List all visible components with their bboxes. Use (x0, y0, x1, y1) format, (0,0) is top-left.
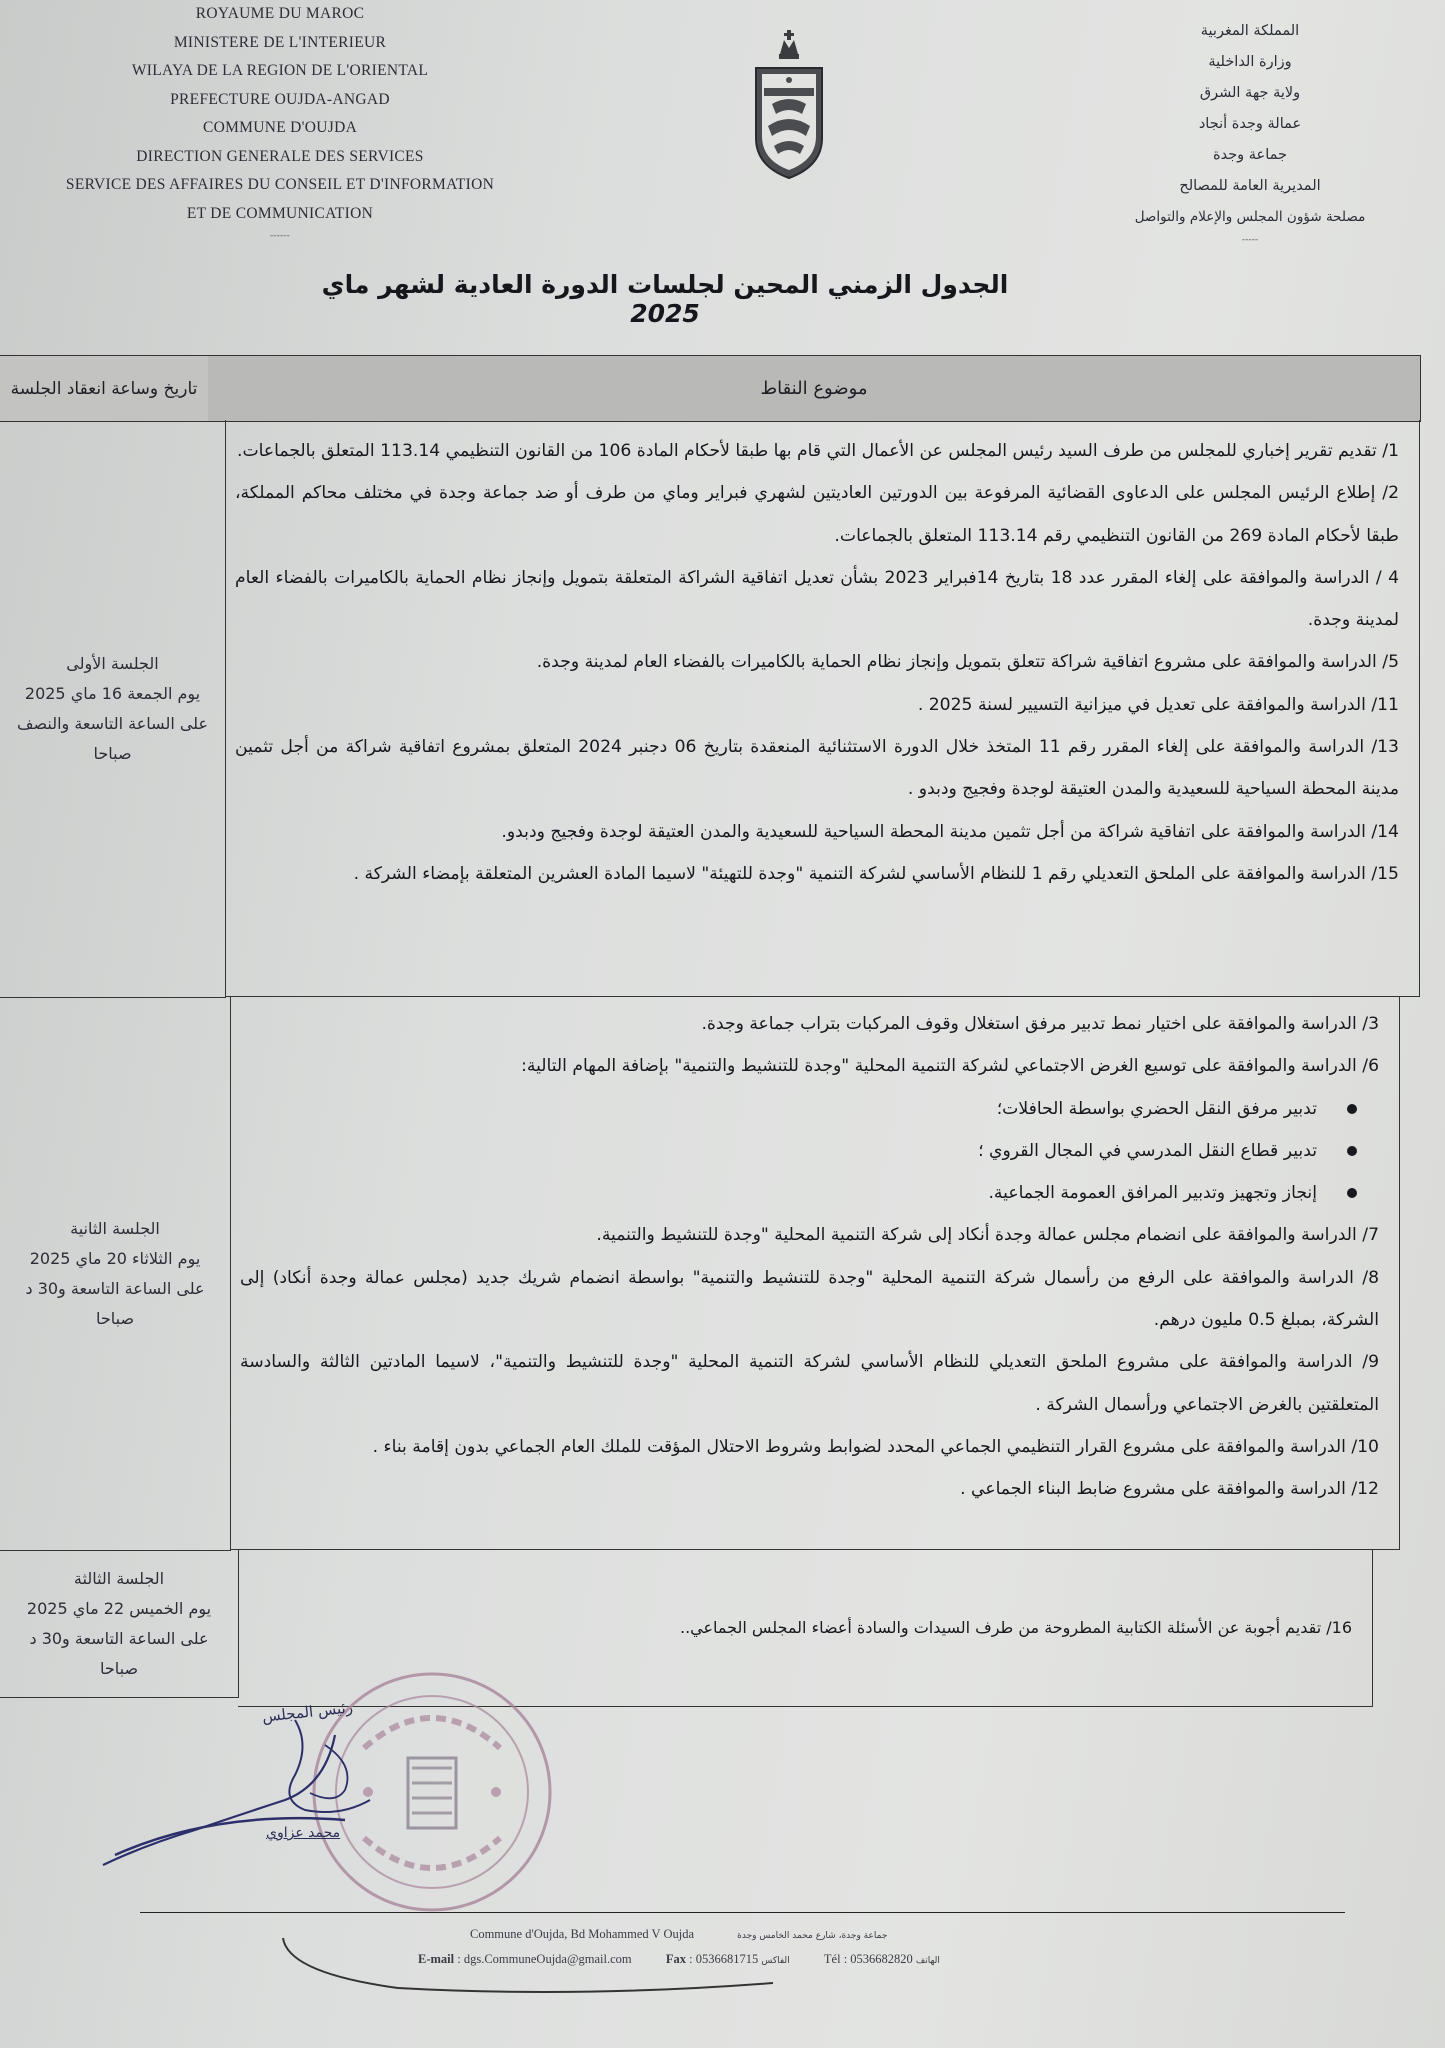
header-fr-line: MINISTERE DE L'INTERIEUR (173, 33, 387, 51)
session-3-time: على الساعة التاسعة و30 د (29, 1628, 209, 1648)
task-bullet: تدبير مرفق النقل الحضري بواسطة الحافلات؛ (240, 1088, 1317, 1130)
agenda-item: 6/ الدراسة والموافقة على توسيع الغرض الاجتماعي لشركة التنمية المحلية "وجدة للتنشيط والتنمية" بإضافة المهام التالية: (521, 1056, 1379, 1077)
handwritten-signature-icon (95, 1705, 375, 1880)
agenda-item: 12/ الدراسة والموافقة على مشروع ضابط البناء الجماعي . (960, 1479, 1379, 1500)
header-french (20, 0, 540, 242)
footer-tel-ar: الهاتف (915, 1956, 940, 1966)
column-header-items: موضوع النقاط (208, 355, 1421, 422)
footer-fax-label: Fax (665, 1952, 686, 1966)
agenda-item: 9/ الدراسة والموافقة على مشروع الملحق التعديلي للنظام الأساسي لشركة التنمية المحلية "وجدة للتنشيط والتنمية"، لاسيما المادتين الثالثة والسادسة المتعلقتين بالغرض الاجتماعي ورأسمال الشركة . (240, 1352, 1379, 1415)
task-bullet-list (240, 1088, 1379, 1215)
header-ar-line: جماعة وجدة (1213, 147, 1287, 163)
header-fr-line: WILAYA DE LA REGION DE L'ORIENTAL (131, 62, 429, 79)
agenda-item: 4 / الدراسة والموافقة على إلغاء المقرر عدد 18 بتاريخ 14فبراير 2023 بشأن تعديل اتفاقية الشراكة المتعلقة بتمويل وإنجاز نظام الحماية بالكاميرات بالفضاء العام لمدينة وجدة. (235, 567, 1399, 631)
footer-contacts: E-mail : dgs.CommuneOujda@gmail.com Fax : 0536681715 الفاكس Tél : 0536682820 الهاتف (418, 1952, 940, 1966)
session-2-period: صباحا (95, 1308, 135, 1328)
document-title (300, 270, 1030, 328)
footer-fax-ar: الفاكس (761, 1956, 790, 1966)
footer-tel: 0536682820 (850, 1952, 913, 1966)
footer-email-label: E-mail (418, 1952, 455, 1966)
title-text: الجدول الزمني المحين لجلسات الدورة العادية لشهر ماي (321, 270, 1009, 299)
footer-address-ar: جماعة وجدة، شارع محمد الخامس وجدة (737, 1931, 888, 1941)
header-fr-line: PREFECTURE OUJDA-ANGAD (170, 90, 390, 108)
agenda-item: 16/ تقديم أجوبة عن الأسئلة الكتابية المطروحة من طرف السيدات والسادة أعضاء المجلس الجماعي.. (679, 1617, 1352, 1637)
agenda-item: 13/ الدراسة والموافقة على إلغاء المقرر رقم 11 المتخذ خلال الدورة الاستثنائية المنعقدة بتاريخ 06 دجنبر 2024 المتعلق بمشروع اتفاقية شراكة من أجل تثمين مدينة المحطة السياحية للسعيدية والمدن العتيقة لوجدة وفجيج ودبدو . (235, 737, 1399, 800)
session-2-date (0, 997, 231, 1551)
session-1-label: الجلسة الأولى (66, 653, 159, 673)
session-2-day: يوم الثلاثاء 20 ماي 2025 (29, 1248, 201, 1268)
task-bullet: تدبير قطاع النقل المدرسي في المجال القروي ؛ (240, 1130, 1317, 1172)
header-fr-separator: ------ (270, 230, 290, 240)
header-fr-line: SERVICE DES AFFAIRES DU CONSEIL ET D'INFORMATION (65, 176, 495, 193)
session-2-label: الجلسة الثانية (70, 1218, 160, 1238)
footer-divider (140, 1912, 1345, 1913)
session-3-day: يوم الخميس 22 ماي 2025 (26, 1598, 212, 1618)
session-3-date (0, 1550, 239, 1698)
session-2-time: على الساعة التاسعة و30 د (25, 1278, 205, 1298)
footer-tel-label: Tél (823, 1952, 841, 1966)
footer-fax: 0536681715 (695, 1952, 759, 1966)
session-1-day: يوم الجمعة 16 ماي 2025 (24, 683, 201, 703)
header-ar-line: المملكة المغربية (1200, 23, 1300, 39)
header-fr-line: COMMUNE D'OUJDA (202, 119, 358, 136)
header-fr-line: ROYAUME DU MAROC (195, 5, 365, 22)
agenda-item: 3/ الدراسة والموافقة على اختيار نمط تدبير مرفق استغلال وقوف المركبات بتراب جماعة وجدة. (701, 1014, 1379, 1034)
agenda-item: 5/ الدراسة والموافقة على مشروع اتفاقية شراكة تتعلق بتمويل وإنجاز نظام الحماية بالكاميرات بالفضاء العام لمدينة وجدة. (536, 652, 1399, 673)
agenda-item: 2/ إطلاع الرئيس المجلس على الدعاوى القضائية المرفوعة بين الدورتين العاديتين لشهري فبراير وماي من طرف أو ضد جماعة وجدة في مختلف محاكم المملكة، طبقا لأحكام المادة 269 من القانون التنظيمي رقم 113.14 المتعلق بالجماعات. (235, 483, 1399, 546)
session-3-label: الجلسة الثالثة (73, 1568, 165, 1588)
agenda-item: 10/ الدراسة والموافقة على مشروع القرار التنظيمي الجماعي المحدد لضوابط وشروط الاحتلال المؤقت للملك العام الجماعي بدون إقامة بناء . (372, 1436, 1379, 1457)
signatory-name: محمد عزاوي (266, 1825, 341, 1841)
session-1-time: على الساعة التاسعة والنصف (16, 713, 209, 733)
header-ar-line: المديرية العامة للمصالح (1179, 178, 1321, 194)
session-1-items (225, 420, 1420, 997)
agenda-item: 7/ الدراسة والموافقة على انضمام مجلس عمالة وجدة أنكاد إلى شركة التنمية المحلية "وجدة للتنشيط والتنمية. (596, 1225, 1379, 1246)
agenda-item: 1/ تقديم تقرير إخباري للمجلس من طرف السيد رئيس المجلس عن الأعمال التي قام بها طبقا لأحكام المادة 106 من القانون التنظيمي 113.14 المتعلق بالجماعات. (237, 441, 1399, 461)
agenda-item: 14/ الدراسة والموافقة على اتفاقية شراكة من أجل تثمين مدينة المحطة السياحية للسعيدية والمدن العتيقة لوجدة وفجيج ودبدو. (501, 821, 1399, 842)
title-year: 2025 (630, 299, 700, 328)
header-ar-line: مصلحة شؤون المجلس والإعلام والتواصل (1134, 209, 1366, 225)
header-fr-line: ET DE COMMUNICATION (186, 204, 374, 222)
footer-address (470, 1927, 1170, 1942)
header-ar-line: عمالة وجدة أنجاد (1198, 116, 1302, 132)
session-3-period: صباحا (99, 1658, 139, 1678)
agenda-item: 11/ الدراسة والموافقة على تعديل في ميزانية التسيير لسنة 2025 . (917, 694, 1399, 715)
header-fr-line: DIRECTION GENERALE DES SERVICES (136, 147, 424, 165)
session-1-period: صباحا (93, 743, 132, 763)
session-1-date (0, 420, 226, 998)
footer-email: dgs.CommuneOujda@gmail.com (463, 1952, 632, 1966)
column-header-date: تاريخ وساعة انعقاد الجلسة (0, 355, 209, 422)
header-arabic (1105, 16, 1395, 247)
task-bullet: إنجاز وتجهيز وتدبير المرافق العمومة الجماعية. (240, 1172, 1317, 1214)
agenda-item: 8/ الدراسة والموافقة على الرفع من رأسمال شركة التنمية المحلية "وجدة للتنشيط والتنمية" بواسطة انضمام شريك جديد (مجلس عمالة وجدة أنكاد) إلى الشركة، بمبلغ 0.5 مليون درهم. (240, 1267, 1379, 1331)
header-ar-separator: ----- (1241, 235, 1259, 245)
commune-emblem-icon (742, 28, 836, 188)
signature-title: رئيس المجلس (261, 1698, 354, 1726)
header-ar-line: ولاية جهة الشرق (1199, 85, 1301, 101)
agenda-item: 15/ الدراسة والموافقة على الملحق التعديلي رقم 1 للنظام الأساسي لشركة التنمية "وجدة للتهيئة" لاسيما المادة العشرين المتعلقة بإمضاء الشركة . (353, 863, 1399, 884)
header-ar-line: وزارة الداخلية (1208, 54, 1292, 70)
footer-address-fr: Commune d'Oujda, Bd Mohammed V Oujda (470, 1927, 694, 1941)
session-2-items (230, 997, 1400, 1550)
